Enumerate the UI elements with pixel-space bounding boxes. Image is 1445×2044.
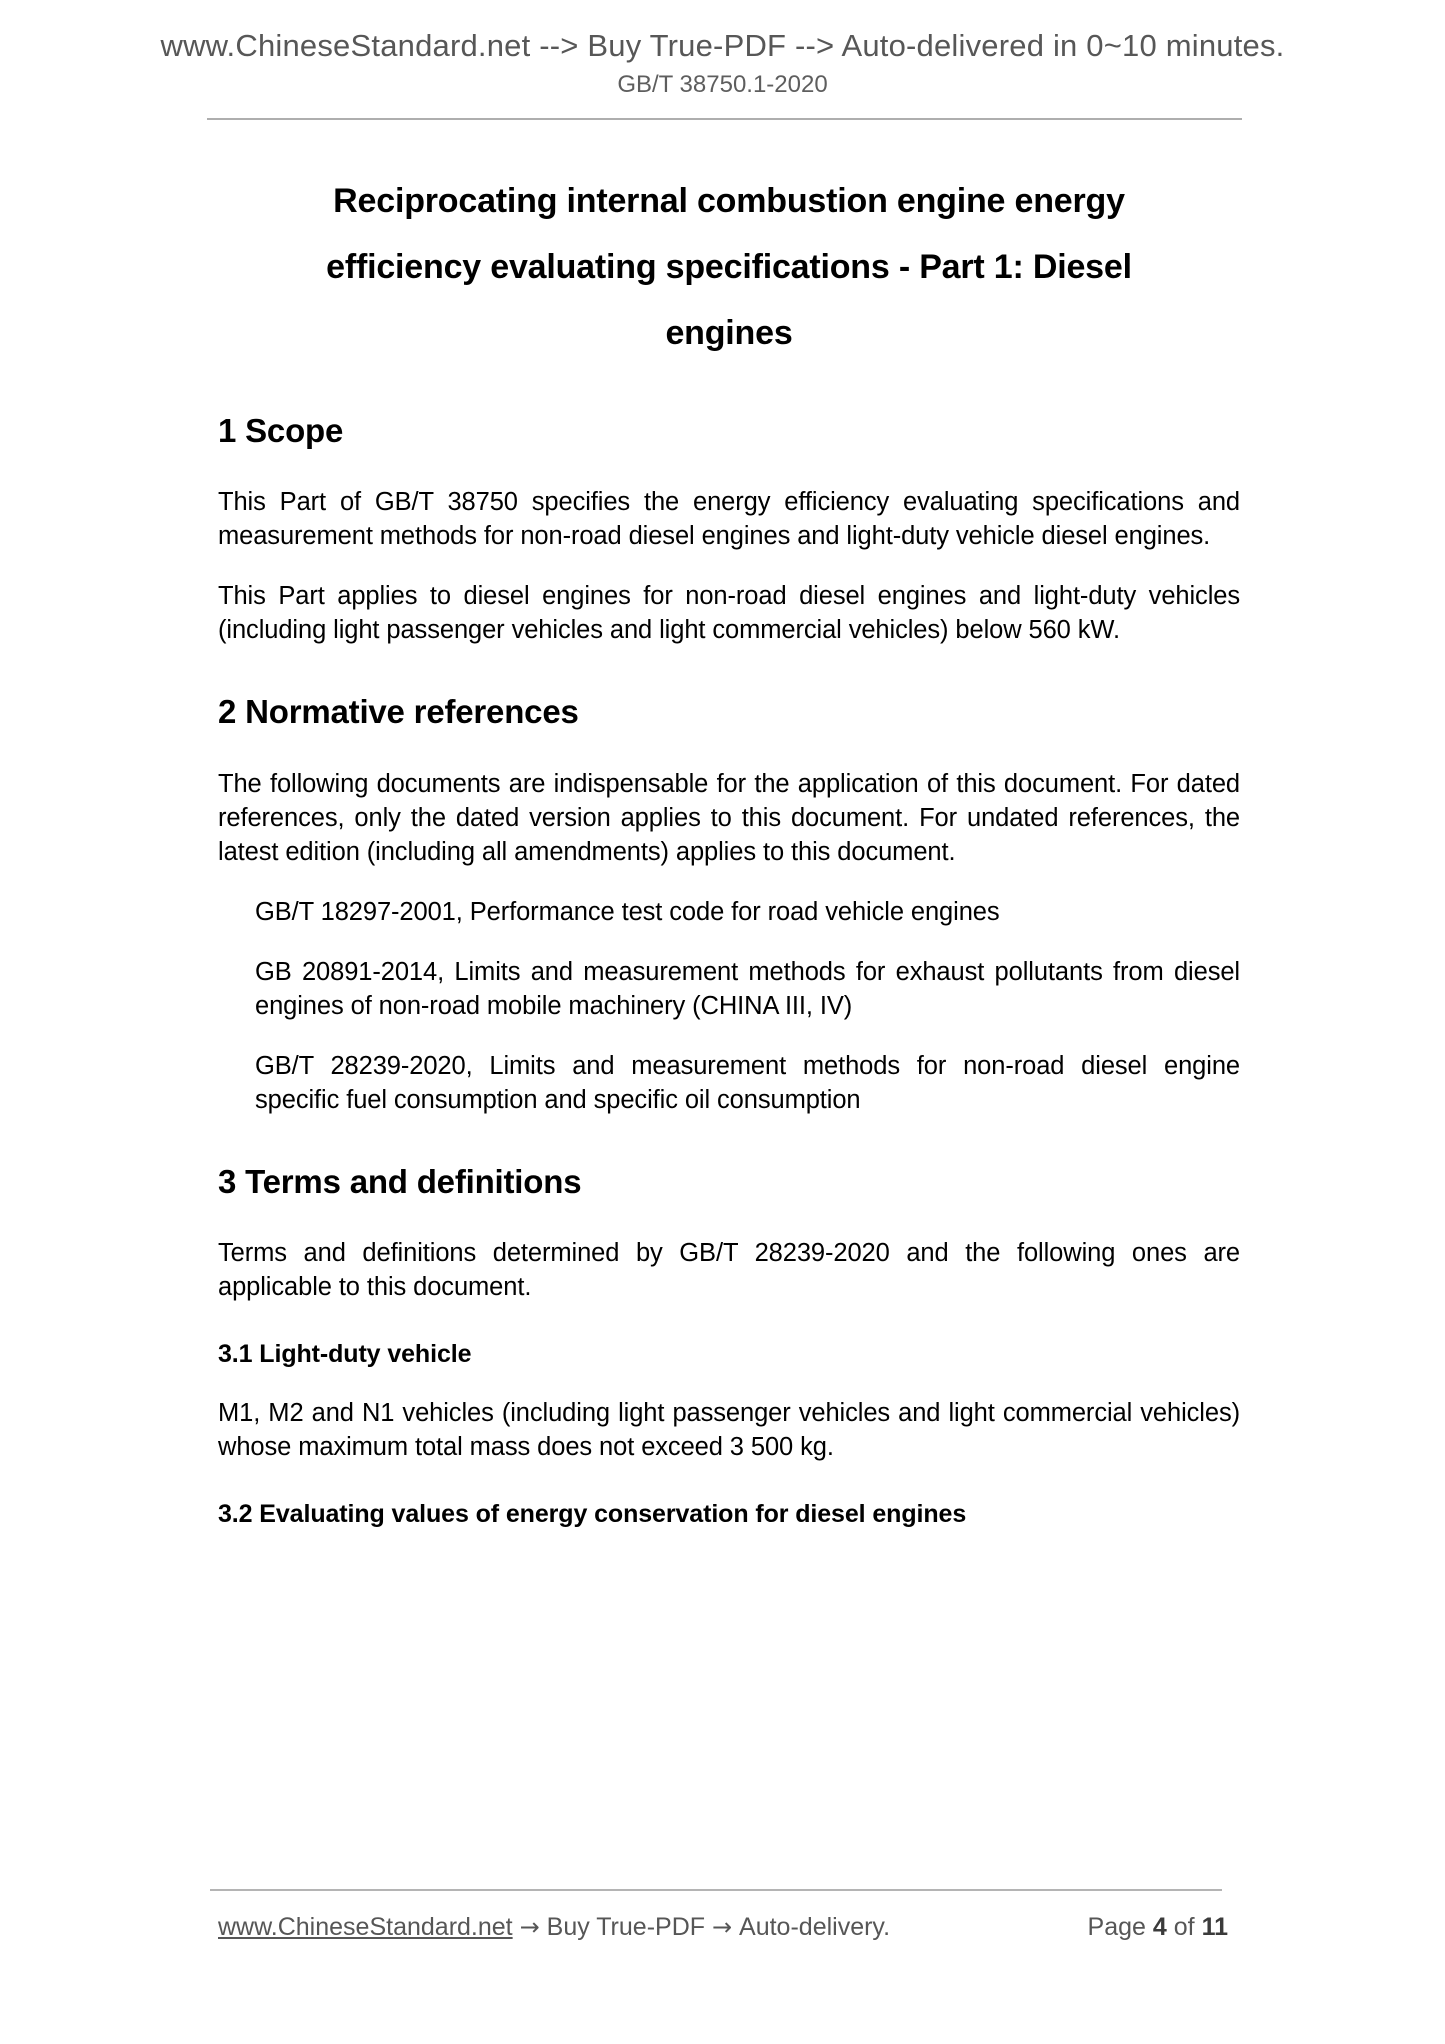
header-promo-text: www.ChineseStandard.net --> Buy True-PDF --> Auto-delivered in 0~10 minutes. xyxy=(160,28,1285,63)
paragraph-scope-1: This Part of GB/T 38750 specifies the energy efficiency evaluating specifications and measurement methods for non-road diesel engines and light-duty vehicle diesel engines. xyxy=(218,488,1240,551)
footer-buy-text: Buy True-PDF xyxy=(546,1913,706,1941)
footer-site-link[interactable]: www.ChineseStandard.net xyxy=(218,1913,513,1941)
page-title xyxy=(218,168,1240,366)
spacer xyxy=(218,1202,1240,1236)
page-footer xyxy=(218,1913,1230,1973)
arrow-right-icon: → xyxy=(711,1913,733,1941)
spacer xyxy=(218,929,1240,955)
page-of-label: of xyxy=(1173,1913,1195,1941)
page-total: 11 xyxy=(1201,1913,1228,1941)
footer-divider xyxy=(210,1889,1222,1891)
title-line-3: engines xyxy=(665,314,793,352)
reference-item: GB/T 28239-2020, Limits and measurement methods for non-road diesel engine specific fuel consumption and specific oil consumption xyxy=(255,1051,1240,1114)
reference-item: GB/T 18297-2001, Performance test code for road vehicle engines xyxy=(255,897,1000,926)
title-line-1: Reciprocating internal combustion engine energy xyxy=(333,182,1125,220)
paragraph-normative-intro: The following documents are indispensable for the application of this document. For dated references, only the dated version applies to this document. For undated references, the latest edition (including all amendments) applies to this document. xyxy=(218,769,1240,866)
subsection-heading-light-duty-vehicle: 3.1 Light-duty vehicle xyxy=(218,1339,472,1368)
section-heading-terms-and-definitions: 3 Terms and definitions xyxy=(218,1162,582,1200)
paragraph-light-duty-vehicle: M1, M2 and N1 vehicles (including light passenger vehicles and light commercial vehicles) whose maximum total mass does not exceed 3 500 kg. xyxy=(218,1399,1240,1462)
header-standard-number: GB/T 38750.1-2020 xyxy=(617,71,828,98)
page-number: 4 xyxy=(1152,1913,1167,1941)
page-label: Page xyxy=(1087,1913,1146,1941)
footer-delivery-text: Auto-delivery. xyxy=(739,1913,891,1941)
spacer xyxy=(218,1370,1240,1396)
document-content xyxy=(218,120,1240,1531)
reference-item: GB 20891-2014, Limits and measurement methods for exhaust pollutants from diesel engines of non-road mobile machinery (CHINA III, IV) xyxy=(255,957,1240,1020)
spacer xyxy=(218,1023,1240,1049)
page-indicator xyxy=(1088,1913,1228,1942)
spacer xyxy=(218,869,1240,895)
arrow-right-icon: → xyxy=(519,1913,540,1941)
spacer xyxy=(218,1117,1240,1161)
spacer xyxy=(218,451,1240,485)
paragraph-scope-2: This Part applies to diesel engines for non-road diesel engines and light-duty vehicles (including light passenger vehicles and light commercial vehicles) below 560 kW. xyxy=(218,582,1240,645)
spacer xyxy=(218,1304,1240,1338)
title-line-2: efficiency evaluating specifications - Part 1: Diesel xyxy=(326,248,1132,286)
page-header xyxy=(0,0,1445,120)
spacer xyxy=(218,647,1240,691)
spacer xyxy=(218,553,1240,579)
footer-left-group xyxy=(218,1913,890,1942)
spacer xyxy=(218,366,1240,410)
section-heading-scope: 1 Scope xyxy=(218,412,344,449)
spacer xyxy=(218,120,1240,168)
spacer xyxy=(218,1464,1240,1498)
subsection-heading-evaluating-values: 3.2 Evaluating values of energy conservation for diesel engines xyxy=(218,1500,967,1529)
spacer xyxy=(218,733,1240,767)
paragraph-terms-intro: Terms and definitions determined by GB/T 28239-2020 and the following ones are applicable to this document. xyxy=(218,1238,1240,1301)
section-heading-normative-references: 2 Normative references xyxy=(218,693,579,731)
